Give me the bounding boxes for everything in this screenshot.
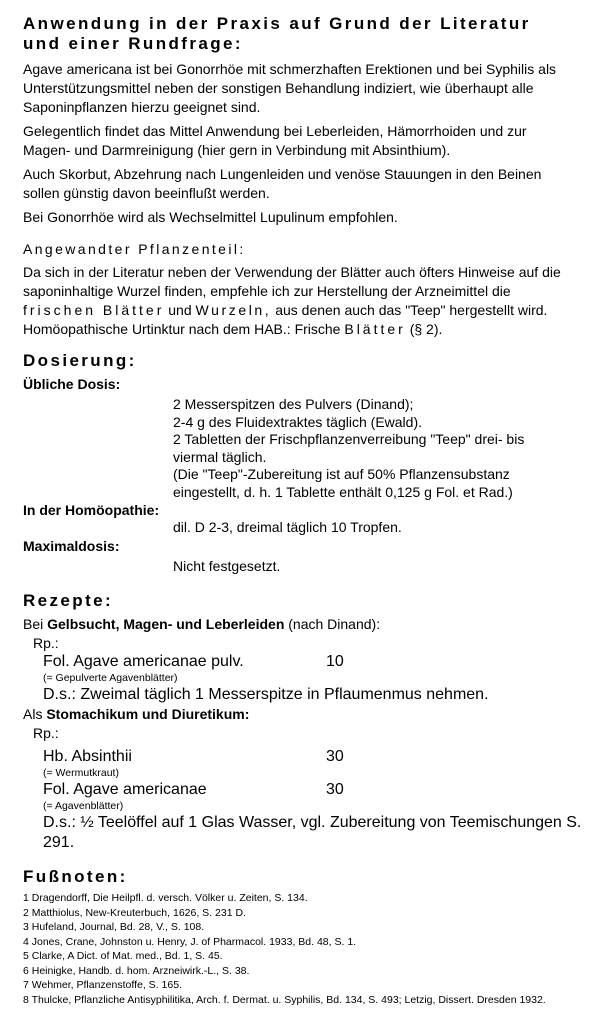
- praxis-paragraph-2: Gelegentlich findet das Mittel Anwendung bei Leberleiden, Hämorrhoiden und zur Magen- und Darmreinigung (hier gern in Verbindung mit Absinthium).: [23, 123, 527, 158]
- title-line-1: Anwendung in der Praxis auf Grund der Literatur: [23, 14, 531, 33]
- recipe-2-indication: Stomachikum und Diuretikum:: [46, 706, 250, 722]
- section-title-rezepte: Rezepte:: [23, 591, 114, 610]
- blaetter-emphasis: Blätter: [344, 321, 406, 337]
- section-title-praxis: [23, 14, 573, 54]
- praxis-paragraph-1: Agave americana ist bei Gonorrhöe mit schmerzhaften Erektionen und bei Syphilis als Unterstützungsmittel neben der sonstigen Behandlung indiziert, wie überhaupt alle Saponinpflanzen hierzu geeignet sind.: [23, 61, 557, 115]
- ingredient-name: Hb. Absinthii: [43, 748, 132, 765]
- dose-line: 2 Tabletten der Frischpflanzenverreibung "Teep" drei- bis viermal täglich.: [173, 431, 525, 465]
- dose-line: 2 Messerspitzen des Pulvers (Dinand);: [173, 396, 414, 412]
- praxis-paragraph-4: Bei Gonorrhöe wird als Wechselmittel Lupulinum empfohlen.: [23, 209, 398, 225]
- homoeopathie-dose: dil. D 2-3, dreimal täglich 10 Tropfen.: [173, 519, 402, 535]
- recipe-1-directions: D.s.: Zweimal täglich 1 Messerspitze in Pflaumenmus nehmen.: [43, 686, 489, 703]
- wurzeln-emphasis: Wurzeln,: [195, 302, 272, 318]
- footnote: 3 Hufeland, Journal, Bd. 28, V., S. 108.: [23, 921, 205, 933]
- maximaldosis-label: Maximaldosis:: [23, 537, 120, 554]
- ingredient-amount: 10: [326, 653, 344, 670]
- recipe-1-indication: Gelbsucht, Magen- und Leberleiden: [47, 616, 285, 632]
- ingredient-note: (= Agavenblätter): [43, 800, 124, 812]
- praxis-paragraph-3: Auch Skorbut, Abzehrung nach Lungenleiden und venöse Stauungen in den Beinen sollen günstig davon beeinflußt werden.: [23, 166, 542, 201]
- section-title-fussnoten: Fußnoten:: [23, 867, 128, 886]
- ingredient-amount: 30: [326, 781, 344, 798]
- footnote: 8 Thulcke, Pflanzliche Antisyphilitika, Arch. f. Dermat. u. Syphilis, Bd. 134, S. 493; Letzig, Dissert. Dresden 1932.: [23, 993, 546, 1006]
- dose-line: 2-4 g des Fluidextraktes täglich (Ewald).: [173, 413, 422, 430]
- title-line-2: und einer Rundfrage:: [23, 34, 243, 53]
- ingredient-amount: 30: [326, 748, 344, 765]
- recipe-2-ingredient-2: [43, 780, 573, 799]
- pflanzenteil-paragraph: [23, 263, 573, 339]
- pflanzenteil-text-c: (§ 2).: [409, 321, 443, 337]
- ingredient-note: (= Wermutkraut): [43, 767, 119, 779]
- footnote: 1 Dragendorff, Die Heilpfl. d. versch. Völker u. Zeiten, S. 134.: [23, 892, 308, 904]
- footnote: 4 Jones, Crane, Johnston u. Henry, J. of Pharmacol. 1933, Bd. 48, S. 1.: [23, 935, 357, 948]
- frische-blaetter-emphasis: frischen Blätter: [23, 302, 165, 318]
- uebliche-dosis-label: Übliche Dosis:: [23, 376, 121, 392]
- pflanzenteil-text-a: Da sich in der Literatur neben der Verwendung der Blätter auch öfters Hinweise auf die saponinhaltige Wurzel finden, empfehle ich zur Herstellung der Arzneimittel die: [23, 264, 561, 299]
- recipe-1-ingredient: [43, 652, 573, 671]
- pflanzenteil-text-b: aus denen auch das "Teep" hergestellt wird. Homöopathische Urtinktur nach dem HAB.: Frische: [23, 302, 548, 337]
- ingredient-name: Fol. Agave americanae pulv.: [43, 653, 244, 670]
- maximaldosis-value: Nicht festgesetzt.: [173, 557, 281, 574]
- footnote: 2 Matthiolus, New-Kreuterbuch, 1626, S. 231 D.: [23, 906, 246, 919]
- recipe-1-rp: Rp.:: [33, 635, 59, 651]
- uebliche-dosis-block: [173, 396, 573, 501]
- section-title-pflanzenteil: Angewandter Pflanzenteil:: [23, 241, 246, 257]
- recipe-1-source: (nach Dinand):: [288, 616, 381, 632]
- document-page: [23, 14, 582, 1007]
- homoeopathie-label: In der Homöopathie:: [23, 502, 160, 518]
- ingredient-name: Fol. Agave americanae: [43, 781, 207, 798]
- recipe-2-directions: D.s.: ½ Teelöffel auf 1 Glas Wasser, vgl. Zubereitung von Teemischungen S. 291.: [43, 814, 582, 851]
- recipe-2-intro: [23, 705, 573, 724]
- recipe-1-intro-pre: Bei: [23, 616, 44, 632]
- recipe-2-rp: Rp.:: [33, 725, 59, 741]
- section-title-dosierung: Dosierung:: [23, 351, 137, 370]
- recipe-2-ingredient-1: [43, 747, 573, 766]
- recipe-1-intro: [23, 615, 573, 634]
- footnote: 6 Heinigke, Handb. d. hom. Arzneiwirk.-L., S. 38.: [23, 964, 250, 977]
- und-text: und: [168, 302, 192, 318]
- footnote: 7 Wehmer, Pflanzenstoffe, S. 165.: [23, 979, 182, 991]
- recipe-2-intro-pre: Als: [23, 706, 43, 722]
- footnote: 5 Clarke, A Dict. of Mat. med., Bd. 1, S. 45.: [23, 950, 223, 962]
- dose-line: (Die "Teep"-Zubereitung ist auf 50% Pflanzensubstanz eingestellt, d. h. 1 Tablette enthält 0,125 g Fol. et Rad.): [173, 466, 513, 500]
- ingredient-note: (= Gepulverte Agavenblätter): [43, 672, 178, 684]
- footnotes-list: [23, 891, 573, 1007]
